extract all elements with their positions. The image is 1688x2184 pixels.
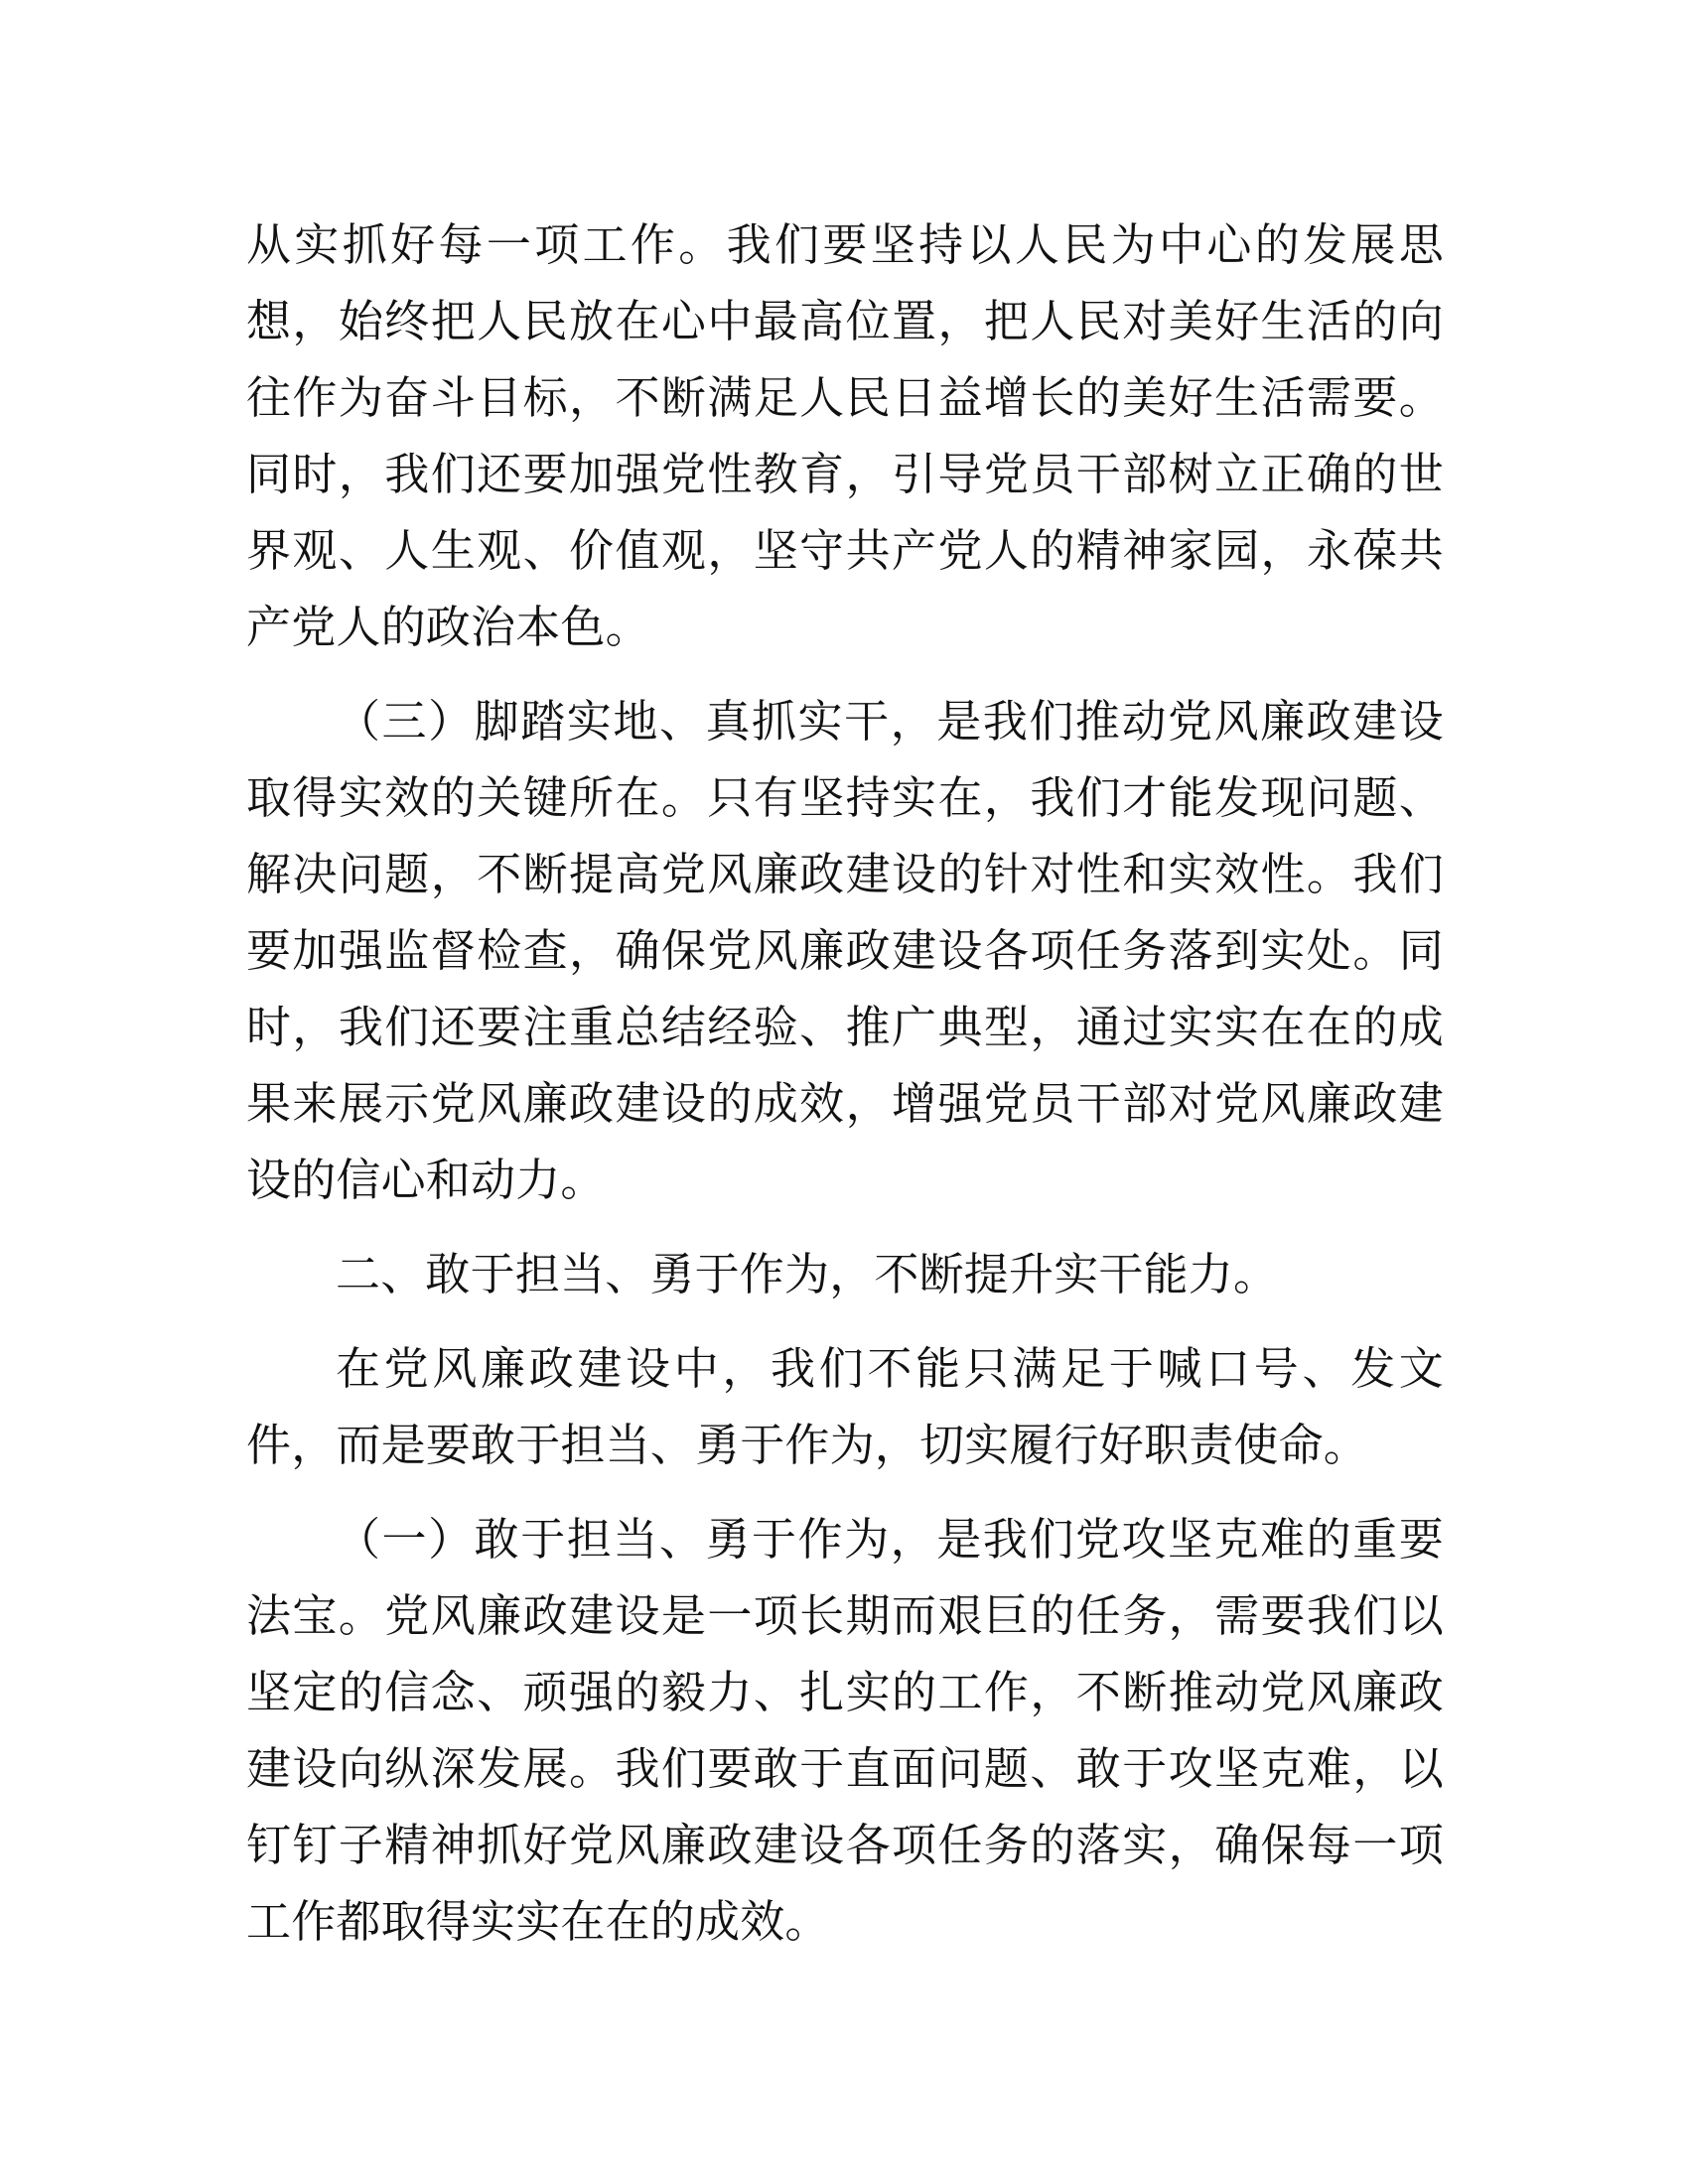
- section-heading-two: 二、敢于担当、勇于作为，不断提升实干能力。: [336, 1248, 1279, 1300]
- document-body: [246, 206, 1444, 1978]
- paragraph-section-one: （一）敢于担当、勇于作为，是我们党攻坚克难的重要法宝。党风廉政建设是一项长期而艰巨的任务，需要我们以坚定的信念、顽强的毅力、扎实的工作，不断推动党风廉政建设向纵深发展。我们要敢于直面问题、敢于攻坚克难，以钉钉子精神抓好党风廉政建设各项任务的落实，确保每一项工作都取得实实在在的成效。: [246, 1513, 1444, 1948]
- paragraph-intro: 在党风廉政建设中，我们不能只满足于喊口号、发文件，而是要敢于担当、勇于作为，切实履行好职责使命。: [246, 1342, 1444, 1471]
- paragraph-section-three: （三）脚踏实地、真抓实干，是我们推动党风廉政建设取得实效的关键所在。只有坚持实在，我们才能发现问题、解决问题，不断提高党风廉政建设的针对性和实效性。我们要加强监督检查，确保党风廉政建设各项任务落到实处。同时，我们还要注重总结经验、推广典型，通过实实在在的成果来展示党风廉政建设的成效，增强党员干部对党风廉政建设的信心和动力。: [246, 695, 1444, 1206]
- paragraph-continuation: 从实抓好每一项工作。我们要坚持以人民为中心的发展思想，始终把人民放在心中最高位置，把人民对美好生活的向往作为奋斗目标，不断满足人民日益增长的美好生活需要。同时，我们还要加强党性教育，引导党员干部树立正确的世界观、人生观、价值观，坚守共产党人的精神家园，永葆共产党人的政治本色。: [246, 218, 1444, 653]
